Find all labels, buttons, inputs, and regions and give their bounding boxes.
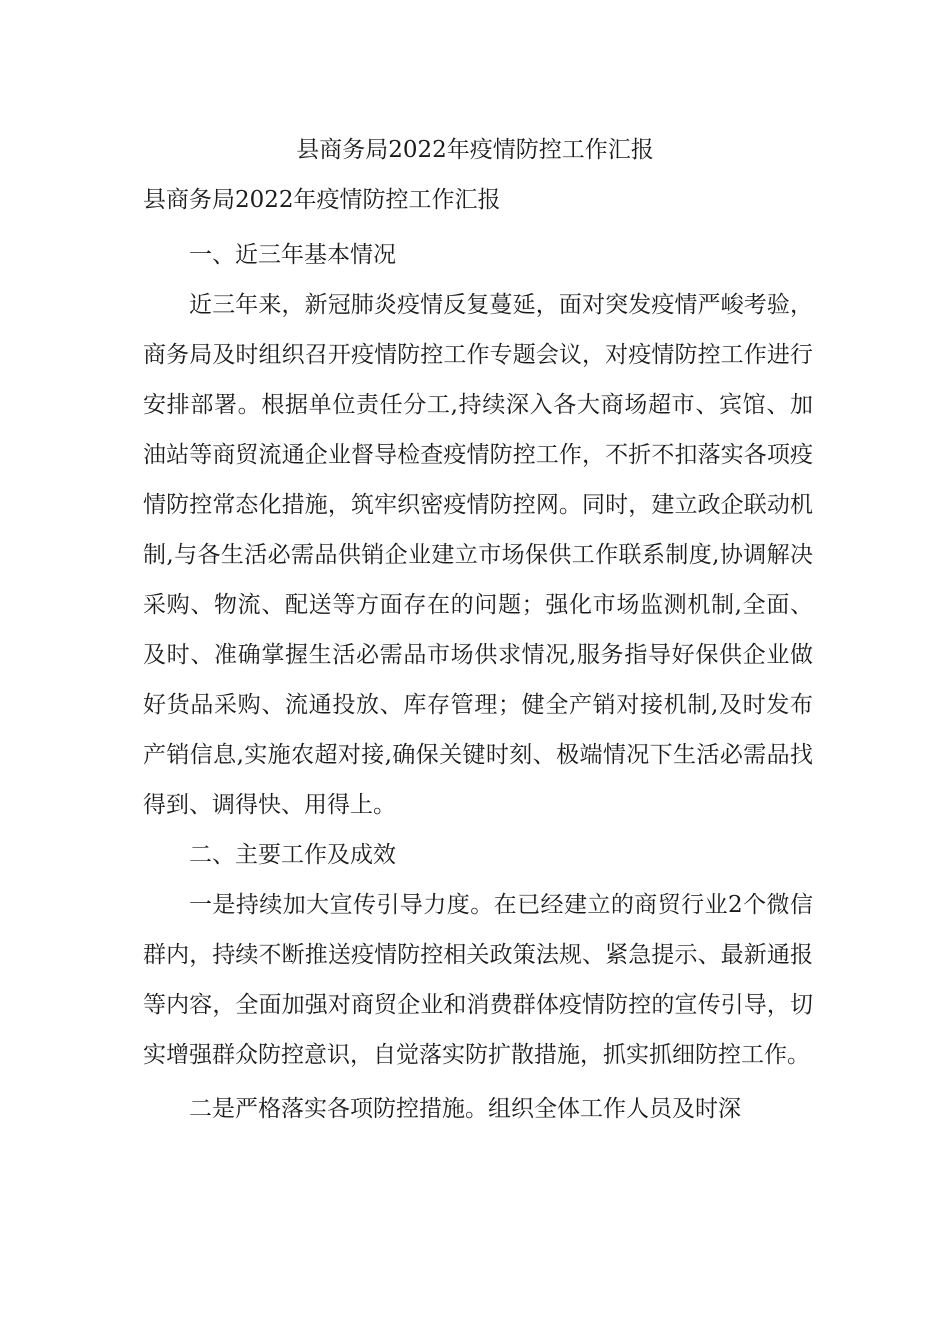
section-heading: 一、近三年基本情况 xyxy=(189,242,396,268)
document-title: 县商务局2022年疫情防控工作汇报 xyxy=(296,137,654,163)
document-body xyxy=(143,230,813,1134)
section-heading: 二、主要工作及成效 xyxy=(189,842,396,868)
paragraph: 二是严格落实各项防控措施。组织全体工作人员及时深 xyxy=(189,1096,741,1122)
document-subtitle: 县商务局2022年疫情防控工作汇报 xyxy=(143,187,501,213)
paragraph: 近三年来，新冠肺炎疫情反复蔓延，面对突发疫情严峻考验，商务局及时组织召开疫情防控工作专题会议，对疫情防控工作进行安排部署。根据单位责任分工,持续深入各大商场超市、宾馆、加油站等商贸流通企业督导检查疫情防控工作，不折不扣落实各项疫情防控常态化措施，筑牢织密疫情防控网。同时，建立政企联动机制,与各生活必需品供销企业建立市场保供工作联系制度,协调解决采购、物流、配送等方面存在的问题；强化市场监测机制,全面、及时、准确掌握生活必需品市场供求情况,服务指导好保供企业做好货品采购、流通投放、库存管理；健全产销对接机制,及时发布产销信息,实施农超对接,确保关键时刻、极端情况下生活必需品找得到、调得快、用得上。 xyxy=(143,292,813,818)
paragraph: 一是持续加大宣传引导力度。在已经建立的商贸行业2个微信群内，持续不断推送疫情防控相关政策法规、紧急提示、最新通报等内容，全面加强对商贸企业和消费群体疫情防控的宣传引导，切实增强群众防控意识，自觉落实防扩散措施，抓实抓细防控工作。 xyxy=(143,892,813,1068)
